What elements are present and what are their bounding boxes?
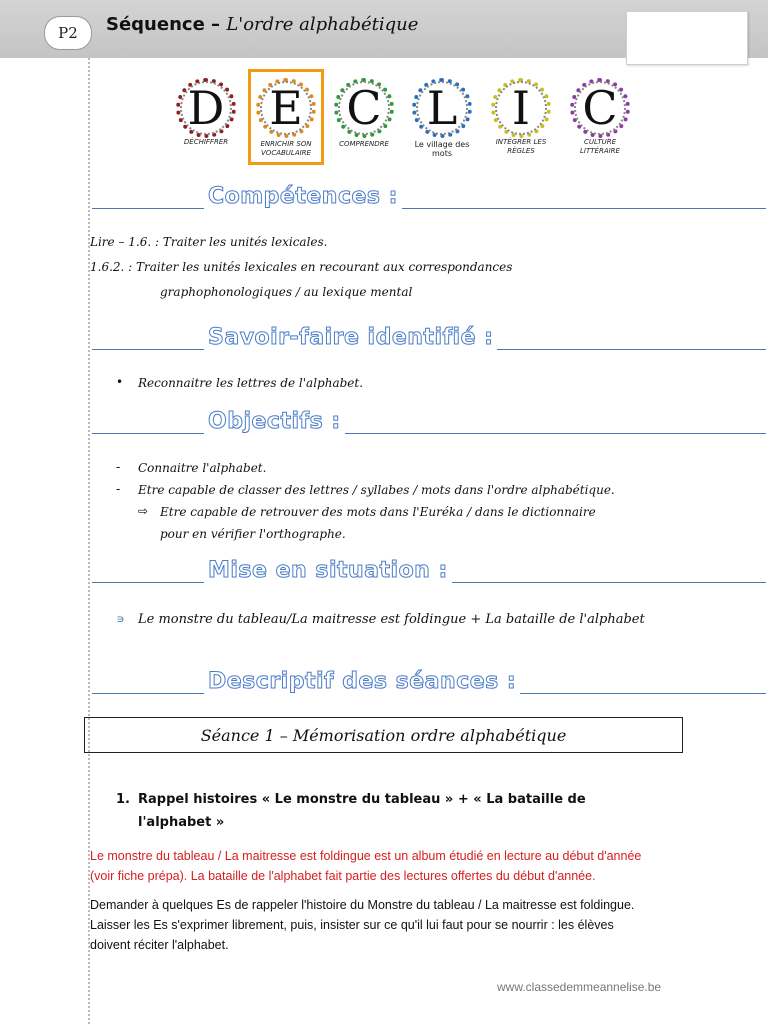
step-title-line-1: Rappel histoires « Le monstre du tableau » + « La bataille de: [138, 792, 586, 807]
page-title: [106, 14, 418, 35]
declic-circle-c1: [334, 78, 394, 138]
sticky-note: [626, 11, 748, 65]
rule-competences: [92, 208, 766, 209]
declic-circle-c2: [570, 78, 630, 138]
instruction-line-1: Demander à quelques Es de rappeler l'histoire du Monstre du tableau / La maitresse est foldingue.: [90, 898, 635, 912]
step-title: [138, 788, 618, 834]
instruction-line-3: doivent réciter l'alphabet.: [90, 938, 229, 952]
declic-caption-i: INTÉGRER LES RÈGLES: [495, 138, 547, 155]
declic-item-i: [491, 78, 551, 138]
objectif-subitem-line-2: pour en vérifier l'orthographe.: [160, 527, 346, 541]
competence-line-2: 1.6.2. : Traiter les unités lexicales en recourant aux correspondances: [90, 260, 513, 274]
footer-url: www.classedemmeannelise.be: [497, 980, 662, 994]
heading-mise-en-situation: Mise en situation :: [204, 558, 452, 583]
objectif-subitem-line-1: Etre capable de retrouver des mots dans l'Euréka / dans le dictionnaire: [160, 505, 596, 519]
heading-descriptif: Descriptif des séances :: [204, 669, 520, 694]
red-note: [90, 846, 760, 886]
instruction-line-2: Laisser les Es s'exprimer librement, puis, insister sur ce qu'il lui faut pour se nourrir : les élèves: [90, 918, 614, 932]
dash-marker-2: -: [116, 482, 121, 496]
red-note-line-1: Le monstre du tableau / La maitresse est foldingue est un album étudié en lecture au début d'année: [90, 849, 642, 863]
page-badge: P2: [44, 16, 92, 50]
declic-letter-e: E: [260, 81, 312, 135]
declic-item-e: [256, 78, 316, 138]
mise-en-situation-item: Le monstre du tableau/La maitresse est foldingue + La bataille de l'alphabet: [138, 612, 645, 627]
savoir-faire-item: Reconnaitre les lettres de l'alphabet.: [138, 376, 364, 390]
seance-title-box: Séance 1 – Mémorisation ordre alphabétique: [84, 717, 683, 753]
declic-letter-i: I: [495, 81, 547, 135]
declic-letter-l: L: [416, 81, 468, 135]
declic-circle-l: [412, 78, 472, 138]
rule-objectifs: [92, 433, 766, 434]
dash-marker-1: -: [116, 460, 121, 474]
declic-circle-i: [491, 78, 551, 138]
declic-item-l: [412, 78, 472, 138]
declic-caption-c2: CULTURE LITTÉRAIRE: [580, 138, 620, 155]
objectif-item-2: Etre capable de classer des lettres / syllabes / mots dans l'ordre alphabétique.: [138, 483, 615, 497]
objectif-item-1: Connaitre l'alphabet.: [138, 461, 267, 475]
declic-caption-c1: COMPRENDRE: [339, 140, 389, 148]
heading-savoir-faire: Savoir-faire identifié :: [204, 325, 497, 350]
declic-circle-e: [256, 78, 316, 138]
declic-letter-c2: C: [574, 81, 626, 135]
declic-circle-d: [176, 78, 236, 138]
instruction-paragraph: [90, 895, 760, 955]
declic-item-c1: [334, 78, 394, 138]
competence-line-1: Lire – 1.6. : Traiter les unités lexicales.: [90, 235, 328, 249]
declic-caption-l: Le village des mots: [414, 140, 470, 158]
red-note-line-2: (voir fiche prépa). La bataille de l'alphabet fait partie des lectures offertes du début d'année.: [90, 869, 596, 883]
declic-item-d: [176, 78, 236, 138]
declic-letter-d: D: [180, 81, 232, 135]
step-number: 1.: [116, 792, 130, 807]
declic-letter-c1: C: [338, 81, 390, 135]
heading-competences: Compétences :: [204, 184, 402, 209]
heading-objectifs: Objectifs :: [204, 409, 345, 434]
title-sequence: Séquence –: [106, 14, 227, 35]
declic-item-c2: [570, 78, 630, 138]
declic-caption-d: DÉCHIFFRER: [183, 138, 229, 146]
step-title-line-2: l'alphabet »: [138, 815, 225, 830]
competence-line-3: graphophonologiques / au lexique mental: [160, 285, 413, 299]
bullet-marker: •: [116, 375, 124, 389]
ornament-bullet-icon: ∍: [116, 612, 125, 626]
arrow-right-icon: ⇨: [138, 504, 149, 518]
title-topic: L'ordre alphabétique: [226, 14, 419, 35]
declic-caption-e: ENRICHIR SON VOCABULAIRE: [260, 140, 312, 157]
